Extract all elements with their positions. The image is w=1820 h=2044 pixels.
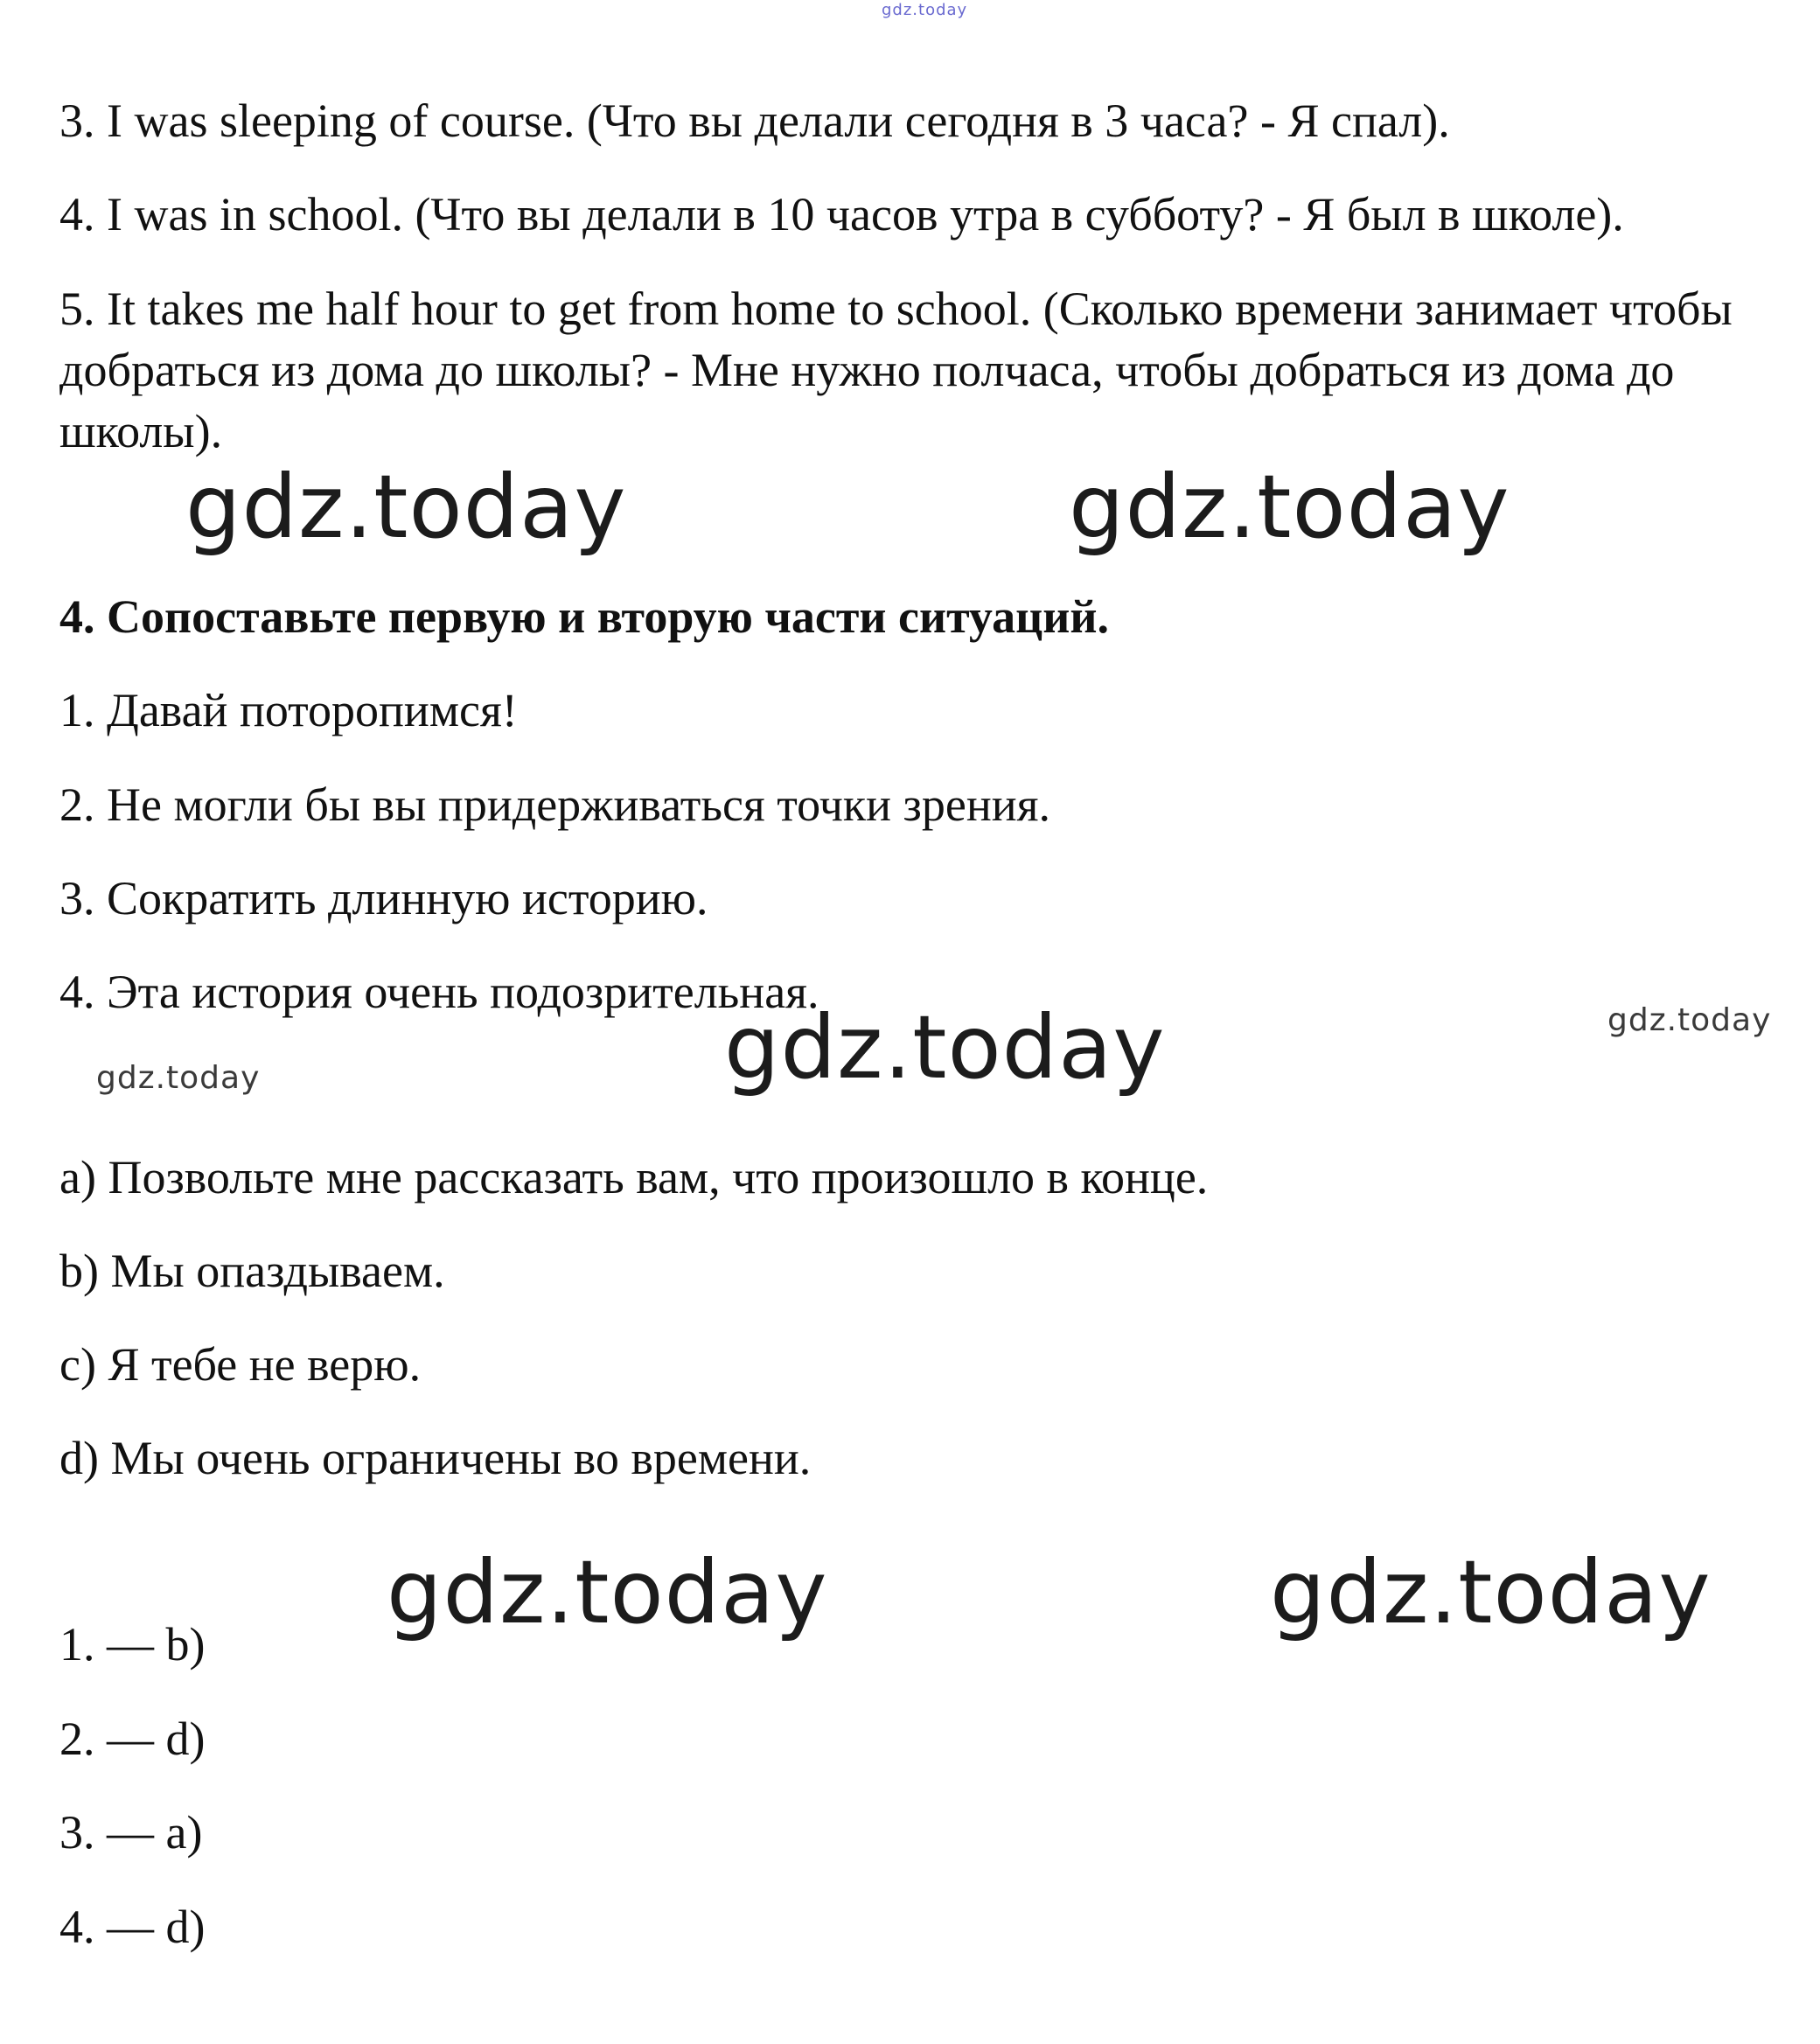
watermark-center: gdz.today <box>724 996 1166 1099</box>
match-2: 2. — d) <box>59 1713 206 1765</box>
watermark-top: gdz.today <box>882 1 968 19</box>
answer-line-4: 4. I was in school. (Что вы делали в 10 часов утра в субботу? - Я был в школе). <box>59 188 1624 241</box>
answer-line-5: 5. It takes me half hour to get from home to school. (Сколько времени занимает чтобы добраться из дома до школы? - Мне нужно полчаса, чтобы добраться из дома до школы). <box>59 283 1733 457</box>
watermark-left: gdz.today <box>185 456 627 558</box>
watermark-bottom-right: gdz.today <box>1270 1541 1712 1643</box>
second-part-d: d) Мы очень ограничены во времени. <box>59 1432 812 1484</box>
watermark-small-left: gdz.today <box>96 1060 261 1096</box>
task-heading: 4. Сопоставьте первую и вторую части ситуаций. <box>59 590 1110 643</box>
first-part-1: 1. Давай поторопимся! <box>59 684 518 736</box>
first-part-4: 4. Эта история очень подозрительная. <box>59 966 819 1018</box>
watermark-right: gdz.today <box>1069 456 1510 558</box>
watermark-bottom-left: gdz.today <box>387 1541 828 1643</box>
match-3: 3. — a) <box>59 1806 203 1859</box>
second-part-a: a) Позвольте мне рассказать вам, что произошло в конце. <box>59 1151 1209 1203</box>
match-4: 4. — d) <box>59 1901 206 1953</box>
watermark-small-right: gdz.today <box>1607 1002 1772 1038</box>
match-1: 1. — b) <box>59 1618 206 1671</box>
second-part-c: c) Я тебе не верю. <box>59 1338 422 1391</box>
second-part-b: b) Мы опаздываем. <box>59 1245 445 1297</box>
first-part-3: 3. Сократить длинную историю. <box>59 872 708 924</box>
answer-line-3: 3. I was sleeping of course. (Что вы делали сегодня в 3 часа? - Я спал). <box>59 94 1450 147</box>
first-part-2: 2. Не могли бы вы придерживаться точки зрения. <box>59 778 1050 831</box>
